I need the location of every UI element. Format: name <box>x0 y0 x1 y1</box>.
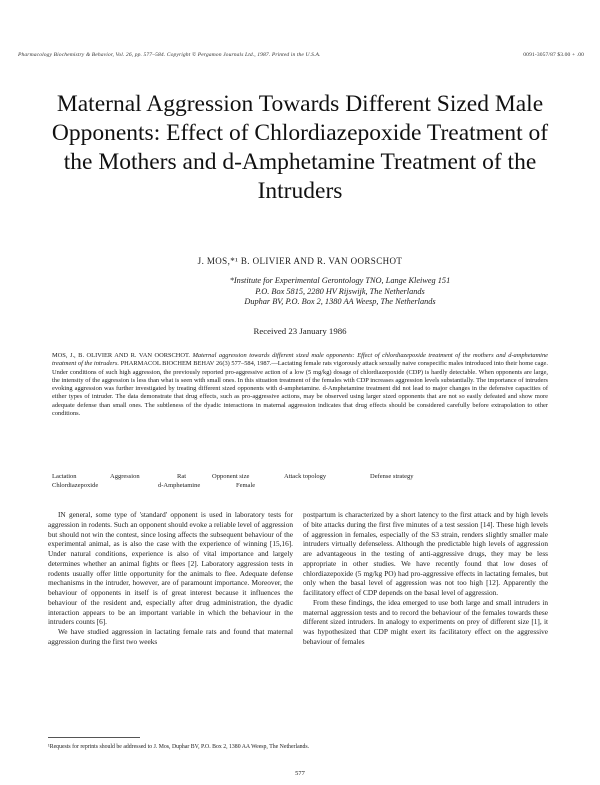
page-number: 577 <box>295 770 305 777</box>
keyword: Rat <box>177 473 187 480</box>
abstract-body: PHARMACOL BIOCHEM BEHAV 26(3) 577–584, 1987.—Lactating female rats vigorously attack sexually naive conspecific males introduced into their home cage. Under conditions of such high aggression, the previously reported pro-aggressive action of a low (5 mg/kg) dosage of chlordiazepoxide (CDP) is hardly detectable. When opponents are large, the intensity of the aggression is less than what is seen with small ones. In this situation treatment of the females with CDP increases aggression levels substantially. The importance of intruders evoking aggression was further investigated by treating different sized opponents with d-amphetamine. d-Amphetamine treatment did not lead to major changes in the defensive capacities of either types of intruder. The data demonstrate that drug effects, such as pro-aggressive actions, may be observed using larger sized opponents that are not so easily defeated and show more adequate defense than small ones. The subtleness of the dyadic interactions in maternal aggression indicates that drug effects should be considered carefully before extrapolation to other conditions. <box>52 360 548 417</box>
body-paragraph: postpartum is characterized by a short latency to the first attack and by high levels of bite attacks during the first five minutes of a test session [14]. These high levels of aggression in females, especially of the S3 strain, renders slightly smaller male intruders virtually defenseless. Although the predictable high levels of aggression are advantageous in the testing of anti-aggressive drugs, they may be less appropriate in other studies. We have recently found that low doses of chlordiazepoxide (5 mg/kg PO) had pro-aggressive effects in lactating females, but only when the basal level of aggression was not too high [12]. Apparently the facilitatory effect of CDP depends on the basal level of aggression. <box>303 510 548 597</box>
affiliation-line-2: P.O. Box 5815, 2280 HV Rijswijk, The Netherlands <box>255 286 425 296</box>
affiliation-line-3: Duphar BV, P.O. Box 2, 1380 AA Weesp, The Netherlands <box>244 297 436 306</box>
received-date: Received 23 January 1986 <box>253 326 347 336</box>
keyword: Lactation <box>52 473 77 480</box>
journal-issn: 0091-3057/87 $3.00 + .00 <box>523 52 584 58</box>
keyword: Aggression <box>110 473 140 480</box>
author-affiliations <box>140 276 540 308</box>
body-paragraph: From these findings, the idea emerged to use both large and small intruders in maternal aggression tests and to record the behaviour of the females towards these different sized intruders. In analogy to experiments on prey of different size [1], it was hypothesized that CDP might exert its facilitatory effect on the aggressive behaviour of females <box>303 597 548 646</box>
keyword: Opponent size <box>212 473 250 480</box>
keyword: d-Amphetamine <box>158 482 201 489</box>
journal-header <box>18 52 584 58</box>
abstract-lead-title: Maternal aggression towards different sized male opponents: Effect of chlordiazepoxide treatment of the mothers and d-amphetamine treatment of the intruders. <box>52 352 548 368</box>
article-authors: J. MOS,*¹ B. OLIVIER AND R. VAN OORSCHOT <box>197 256 403 266</box>
keyword: Female <box>236 482 256 489</box>
keyword: Defense strategy <box>370 473 414 480</box>
footnote: ¹Requests for reprints should be addressed to J. Mos, Duphar BV, P.O. Box 2, 1380 AA Weesp, The Netherlands. <box>48 744 310 750</box>
body-paragraph: We have studied aggression in lactating female rats and found that maternal aggression during the first two weeks <box>48 627 293 646</box>
keyword: Chlordiazepoxide <box>52 482 99 489</box>
footnote-divider <box>48 737 140 738</box>
journal-citation: Pharmacology Biochemistry & Behavior, Vol. 26, pp. 577–584. Copyright © Pergamon Journals Ltd., 1987. Printed in the U.S.A. <box>18 52 321 58</box>
abstract <box>52 352 548 418</box>
body-column-left <box>48 510 293 647</box>
article-title: Maternal Aggression Towards Different Sized Male Opponents: Effect of Chlordiazepoxide Treatment of the Mothers and d-Amphetamine Treatment of the Intruders <box>51 91 549 204</box>
body-column-right <box>303 510 548 647</box>
keyword: Attack topology <box>284 473 327 480</box>
abstract-lead: MOS, J., B. OLIVIER AND R. VAN OORSCHOT. <box>52 352 191 359</box>
affiliation-line-1: *Institute for Experimental Gerontology TNO, Lange Kleiweg 151 <box>229 276 451 285</box>
body-paragraph: IN general, some type of 'standard' opponent is used in laboratory tests for aggression in rodents. Such an opponent should evoke a reliable level of aggression but should not win the contest, since losing affects the subsequent behaviour of the experimental animal, as is also the case with the experience of winning [15,16]. Under natural conditions, experience is also of vital importance and largely determines whether an animal fights or flees [2]. Laboratory aggression tests in rodents usually offer little opportunity for the animals to flee. Adequate defense mechanisms in the intruder, however, are of paramount importance. Moreover, the behaviour of opponents in itself is of great interest because it influences the behaviour of the resident and, especially after drug administration, the dyadic interaction appears to be an important variable in which the behaviour in the intruders counts [6]. <box>48 510 293 627</box>
